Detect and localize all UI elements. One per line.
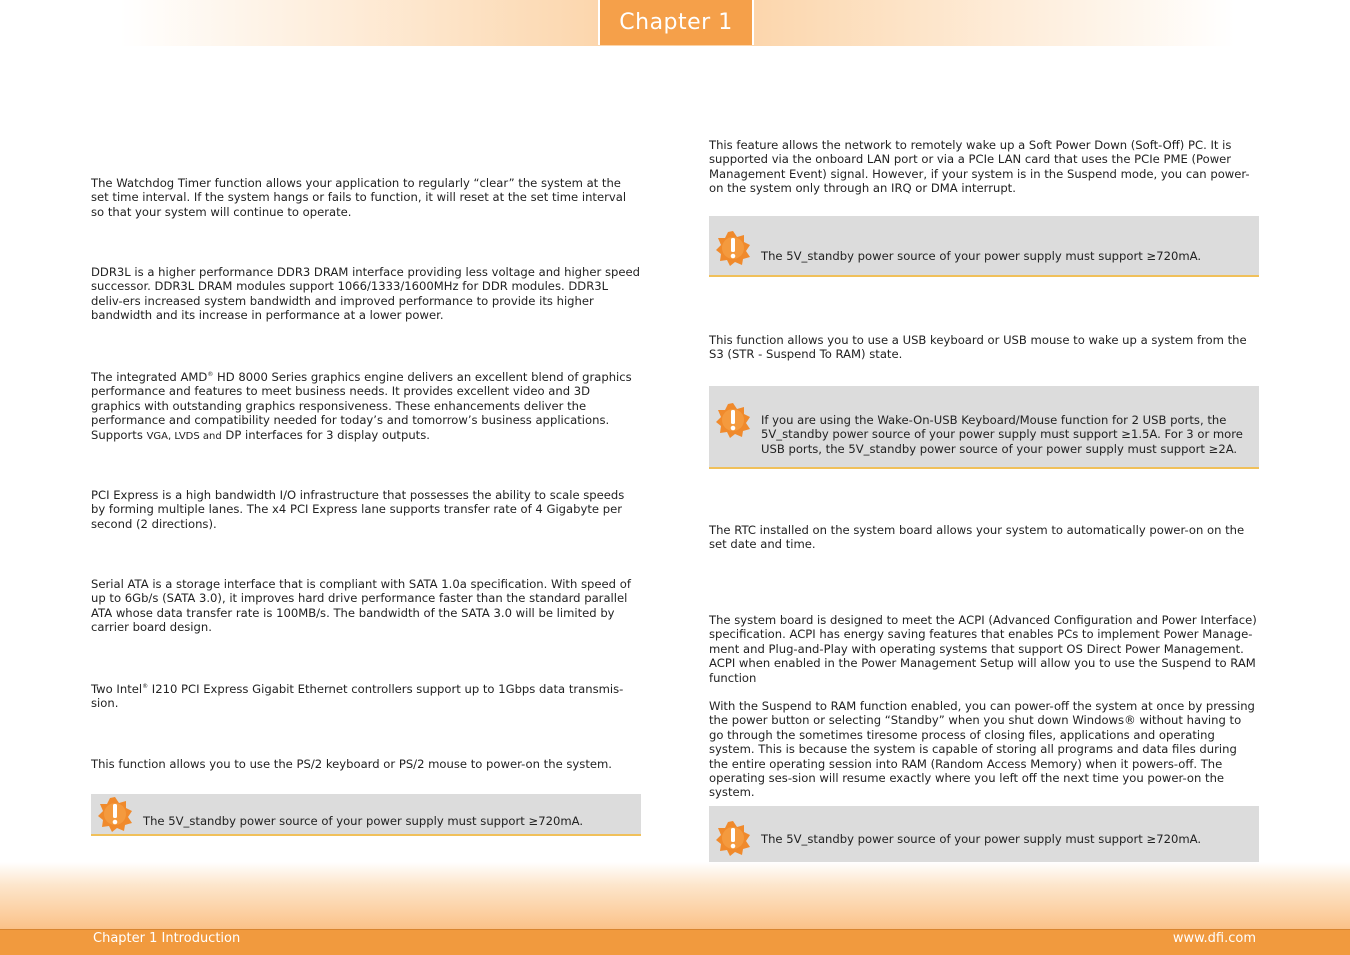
- usb-note: [709, 386, 1259, 469]
- graphics-text-2: HD 8000 Series graphics engine delivers an excellent blend of graphics performance and features to meet business needs. It provides excellent video and 3D graphics with outstanding graphics responsiveness. These enhancements deliver the performance and compatibility needed for today’s and tomorrow’s business applications. Supports: [91, 370, 632, 442]
- ethernet-text-1: Two Intel: [91, 682, 143, 696]
- ethernet-text-2: I210 PCI Express Gigabit Ethernet controllers support up to 1Gbps data transmis-sion.: [91, 682, 624, 711]
- exclamation-badge-icon: [715, 820, 751, 856]
- graphics-interfaces: VGA, LVDS and: [146, 430, 222, 442]
- left-column: [91, 0, 641, 860]
- graphics-text-3: DP interfaces for 3 display outputs.: [221, 427, 430, 442]
- exclamation-badge-icon: [715, 230, 751, 266]
- usb-paragraph: This function allows you to use a USB keyboard or USB mouse to wake up a system from the S3 (STR - Suspend To RAM) state.: [709, 333, 1247, 362]
- registered-mark: ®: [142, 683, 149, 691]
- rtc-paragraph: The RTC installed on the system board allows your system to automatically power-on on the set date and time.: [709, 523, 1245, 552]
- str-note: [709, 806, 1259, 867]
- wol-note: [709, 216, 1259, 277]
- graphics-text-1: The integrated AMD: [91, 370, 208, 384]
- usb-note-text: If you are using the Wake-On-USB Keyboard/Mouse function for 2 USB ports, the 5V_standby power source of your power supply must support ≥1.5A. For 3 or more USB ports, the 5V_standby power source of your power supply must support ≥2A.: [761, 413, 1243, 456]
- str-note-text: The 5V_standby power source of your power supply must support ≥720mA.: [761, 832, 1202, 846]
- chapter-tab: Chapter 1: [598, 0, 754, 45]
- acpi-paragraph: The system board is designed to meet the ACPI (Advanced Configuration and Power Interface) specification. ACPI has energy saving features that enables PCs to implement Power Manage-ment and Plug-and-Play with operating systems that support OS Direct Power Management. ACPI when enabled in the Power Management Setup will allow you to use the Suspend to RAM function: [709, 613, 1257, 685]
- wol-note-text: The 5V_standby power source of your power supply must support ≥720mA.: [761, 249, 1202, 263]
- watchdog-paragraph: The Watchdog Timer function allows your application to regularly “clear” the system at the set time interval. If the system hangs or fails to function, it will reset at the set time interval so that your system will continue to operate.: [91, 176, 627, 219]
- exclamation-badge-icon: [97, 796, 133, 832]
- exclamation-badge-icon: [715, 402, 751, 438]
- pcie-paragraph: PCI Express is a high bandwidth I/O infrastructure that possesses the ability to scale speeds by forming multiple lanes. The x4 PCI Express lane supports transfer rate of 4 Gigabyte per second (2 directions).: [91, 488, 625, 531]
- ddr3l-paragraph: DDR3L is a higher performance DDR3 DRAM interface providing less voltage and higher speed successor. DDR3L DRAM modules support 1066/1333/1600MHz for DDR modules. DDR3L deliv-ers increased system bandwidth and improved performance to provide its higher bandwidth and its increase in performance at a lower power.: [91, 265, 640, 323]
- registered-mark: ®: [207, 371, 214, 379]
- wol-paragraph: This feature allows the network to remotely wake up a Soft Power Down (Soft-Off) PC. It is supported via the onboard LAN port or via a PCIe LAN card that uses the PCIe PME (Power Management Event) signal. However, if your system is in the Suspend mode, you can power-on the system only through an IRQ or DMA interrupt.: [709, 138, 1250, 196]
- ps2-paragraph: This function allows you to use the PS/2 keyboard or PS/2 mouse to power-on the system.: [91, 757, 612, 771]
- sata-paragraph: Serial ATA is a storage interface that is compliant with SATA 1.0a specification. With speed of up to 6Gb/s (SATA 3.0), it improves hard drive performance faster than the standard parallel ATA whose data transfer rate is 100MB/s. The bandwidth of the SATA 3.0 will be limited by carrier board design.: [91, 577, 631, 635]
- ps2-note-text: The 5V_standby power source of your power supply must support ≥720mA.: [143, 814, 584, 828]
- str-paragraph: With the Suspend to RAM function enabled, you can power-off the system at once by pressing the power button or selecting “Standby” when you shut down Windows® without having to go through the sometimes tiresome process of closing files, applications and operating system. This is because the system is capable of storing all programs and data files during the entire operating session into RAM (Random Access Memory) when it powers-off. The operating ses-sion will resume exactly where you left off the next time you power-on the system.: [709, 699, 1255, 800]
- footer-chapter-label: Chapter 1 Introduction: [93, 931, 241, 946]
- graphics-paragraph: [91, 370, 639, 444]
- ethernet-paragraph: [91, 682, 631, 711]
- ps2-note: [91, 794, 641, 836]
- footer-website-link[interactable]: www.dfi.com: [1172, 931, 1256, 946]
